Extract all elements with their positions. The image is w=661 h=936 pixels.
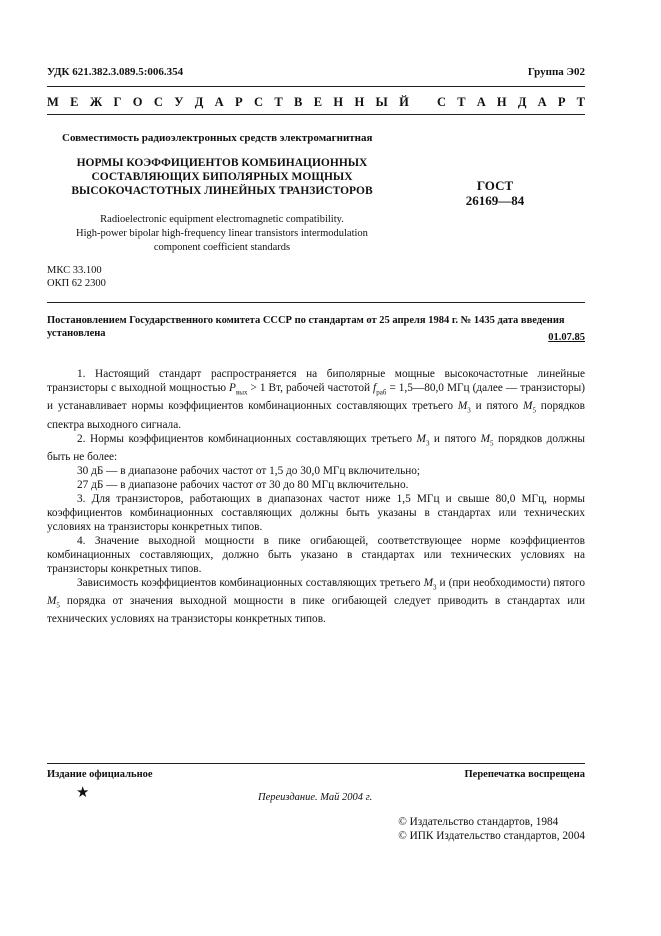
banner-letter: Д <box>517 95 527 109</box>
subscript: вых <box>235 388 248 397</box>
standard-banner <box>47 95 585 110</box>
text-run: 2. Нормы коэффициентов комбинационных составляющих третьего <box>77 432 417 445</box>
banner-letter: Т <box>576 95 585 109</box>
text-run: 1. Настоящий стандарт распространяется на биполярные мощные высокочастотные линейные транзисторы с выходной мощностью <box>47 368 585 394</box>
official-edition: Издание официальное <box>47 769 153 780</box>
banner-letter: У <box>174 95 184 109</box>
banner-letter: Т <box>457 95 466 109</box>
star-icon: ★ <box>76 785 90 801</box>
english-title <box>47 213 397 255</box>
decree-text: Постановлением Государственного комитета СССР по стандартам от 25 апреля 1984 г. № 1435 дата введения установлена <box>47 315 565 339</box>
banner-letter: Е <box>70 95 79 109</box>
document-title <box>47 156 397 198</box>
title-line: СОСТАВЛЯЮЩИХ БИПОЛЯРНЫХ МОЩНЫХ <box>91 171 353 183</box>
banner-letter: С <box>437 95 447 109</box>
text-run: и (при необходимости) пятого <box>436 576 585 589</box>
symbol-f: f <box>373 382 377 394</box>
banner-letter: А <box>476 95 486 109</box>
text-run: > 1 Вт, рабочей частотой <box>247 382 374 394</box>
banner-letter: Р <box>235 95 243 109</box>
banner-word-standard <box>437 95 585 110</box>
udk-code: УДК 621.382.3.089.5:006.354 <box>47 66 184 78</box>
text-run: и пятого <box>429 432 481 445</box>
symbol-m: M <box>423 576 433 589</box>
banner-letter: О <box>132 95 143 109</box>
symbol-p: P <box>229 382 236 394</box>
english-title-line: Radioelectronic equipment electromagnetic compatibility. <box>100 214 344 225</box>
copyright-block <box>398 815 585 843</box>
banner-letter: В <box>294 95 303 109</box>
symbol-m: M <box>480 432 491 445</box>
decree-rule <box>47 302 585 303</box>
mks-code: МКС 33.100 <box>47 265 102 276</box>
banner-rule <box>47 114 585 115</box>
footer-rule <box>47 763 585 764</box>
title-line: НОРМЫ КОЭФФИЦИЕНТОВ КОМБИНАЦИОННЫХ <box>76 157 368 169</box>
paragraph-2 <box>47 432 585 464</box>
subscript: 5 <box>532 406 536 415</box>
subscript: 3 <box>432 583 437 591</box>
symbol-m: M <box>523 400 533 413</box>
banner-letter: Н <box>333 95 344 109</box>
banner-letter: Н <box>496 95 507 109</box>
banner-letter: Ж <box>89 95 103 109</box>
subscript: 5 <box>490 438 494 447</box>
reissue-note: Переиздание. Май 2004 г. <box>258 792 373 803</box>
copyright-line: © Издательство стандартов, 1984 <box>398 816 559 828</box>
norm-line-2: 27 дБ — в диапазоне рабочих частот от 30 до 80 МГц включительно. <box>77 478 409 491</box>
paragraph-3: 3. Для транзисторов, работающих в диапазонах частот ниже 1,5 МГц и свыше 80,0 МГц, нормы коэффициентов комбинационных составляющих должны быть указаны в стандартах или технических условиях на транзисторы конкретных типов. <box>47 492 585 533</box>
banner-letter: Е <box>313 95 323 109</box>
text-run: порядков спектра выходного сигнала. <box>47 400 585 431</box>
reprint-forbidden: Перепечатка воспрещена <box>464 769 585 780</box>
banner-letter: Н <box>354 95 365 109</box>
symbol-m: M <box>416 432 426 445</box>
text-run: Зависимость коэффициентов комбинационных составляющих третьего <box>77 576 424 589</box>
symbol-m: M <box>47 595 57 607</box>
text-run: = 1,5—80,0 МГц (далее — транзисторы) и устанавливает нормы коэффициентов комбинационных составляющих третьего <box>47 382 585 413</box>
banner-letter: М <box>47 95 59 109</box>
copyright-line: © ИПК Издательство стандартов, 2004 <box>398 830 585 842</box>
banner-letter: Г <box>113 95 122 109</box>
banner-word-interstate <box>47 95 409 110</box>
banner-letter: Т <box>274 95 283 109</box>
english-title-line: High-power bipolar high-frequency linear transistors intermodulation <box>76 228 368 239</box>
gost-designation <box>440 178 550 208</box>
subscript: 5 <box>56 601 60 610</box>
english-title-line: component coefficient standards <box>153 242 291 253</box>
text-run: и пятого <box>470 400 524 413</box>
banner-letter: С <box>153 95 163 109</box>
subscript: 3 <box>467 406 471 415</box>
title-line: ВЫСОКОЧАСТОТНЫХ ЛИНЕЙНЫХ ТРАНЗИСТОРОВ <box>71 185 373 197</box>
document-body <box>47 367 585 626</box>
classification-codes <box>47 264 106 290</box>
banner-letter: Й <box>399 95 409 109</box>
banner-letter: С <box>254 95 264 109</box>
banner-letter: А <box>214 95 224 109</box>
banner-letter: Ы <box>375 95 388 109</box>
paragraph-1 <box>47 367 585 432</box>
norm-line-1: 30 дБ — в диапазоне рабочих частот от 1,5 до 30,0 МГц включительно; <box>77 464 421 477</box>
banner-letter: Р <box>557 95 566 109</box>
paragraph-4: 4. Значение выходной мощности в пике огибающей, соответствующее норме коэффициентов комбинационных составляющих, должно быть указано в стандартах или технических условиях на транзисторы конкретных типов. <box>47 534 585 575</box>
subscript: раб <box>376 388 387 397</box>
compatibility-heading: Совместимость радиоэлектронных средств электромагнитная <box>62 132 373 144</box>
banner-letter: Д <box>194 95 204 109</box>
paragraph-5 <box>47 576 585 627</box>
okp-code: ОКП 62 2300 <box>47 278 106 289</box>
gost-number: 26169—84 <box>465 193 525 208</box>
group-code: Группа Э02 <box>527 66 585 78</box>
effective-date: 01.07.85 <box>548 332 585 343</box>
subscript: 3 <box>425 438 430 447</box>
top-rule <box>47 86 585 87</box>
banner-letter: А <box>537 95 547 109</box>
symbol-m: M <box>457 400 468 413</box>
text-run: порядка от значения выходной мощности в пике огибающей следует приводить в стандартах или технических условиях на транзисторы конкретных типов. <box>47 595 585 626</box>
text-run: порядков должны быть не более: <box>47 432 585 463</box>
gost-label: ГОСТ <box>476 178 514 193</box>
